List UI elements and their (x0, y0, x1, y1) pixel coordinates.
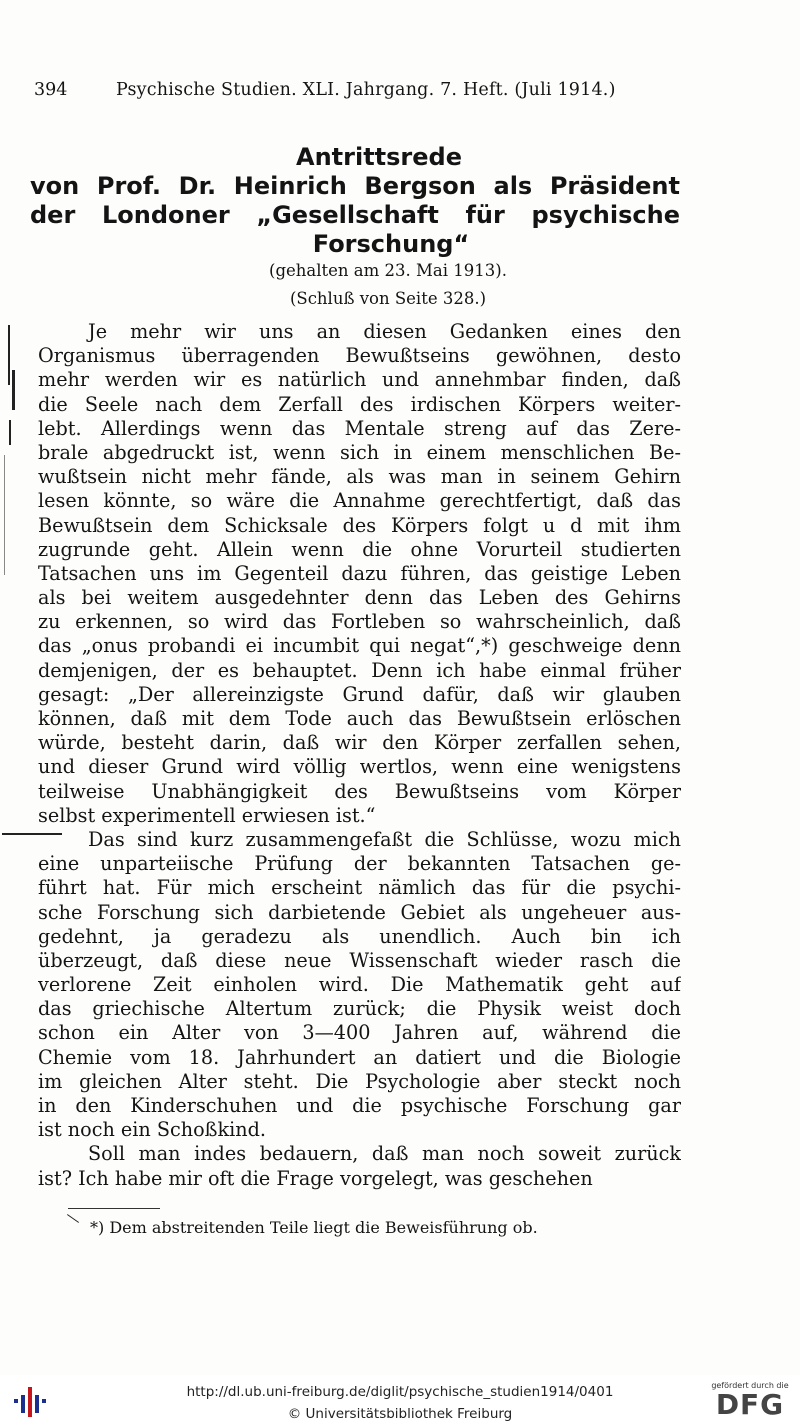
text-line: zu erkennen, so wird das Fortleben so wahrscheinlich, daß (38, 610, 681, 634)
running-title: Psychische Studien. XLI. Jahrgang. 7. Heft. (Juli 1914.) (116, 80, 616, 100)
text-line: als bei weitem ausgedehnter denn das Leben des Gehirns (38, 586, 681, 610)
page-number: 394 (34, 80, 68, 100)
text-line: überzeugt, daß diese neue Wissenschaft wieder rasch die (38, 948, 681, 972)
margin-mark (8, 325, 10, 385)
text-line: können, daß mit dem Tode auch das Bewußtsein erlöschen (38, 707, 681, 730)
subtitle-held: (gehalten am 23. Mai 1913). (269, 261, 507, 280)
copyright: © Universitätsbibliothek Freiburg (287, 1406, 513, 1422)
margin-mark (12, 370, 15, 410)
text-line: das griechische Altertum zurück; die Physik weist doch (38, 997, 681, 1021)
text-line: in den Kinderschuhen und die psychische Forschung gar (38, 1094, 681, 1117)
text-line: lebt. Allerdings wenn das Mentale streng auf das Zere- (38, 416, 681, 440)
text-line: verlorene Zeit einholen wird. Die Mathematik geht auf (38, 973, 681, 997)
text-line: Das sind kurz zusammengefaßt die Schlüsse, wozu mich (88, 827, 681, 851)
text-line: die Seele nach dem Zerfall des irdischen Körpers weiter- (38, 392, 681, 416)
text-line: selbst experimentell erwiesen ist.“ (38, 803, 376, 827)
margin-mark (2, 833, 62, 835)
dfg-logo (705, 1381, 795, 1425)
text-line: ist? Ich habe mir oft die Frage vorgelegt, was geschehen (38, 1166, 593, 1190)
title-line-2: von Prof. Dr. Heinrich Bergson als Präsident (30, 172, 680, 200)
text-line: das „onus probandi ei incumbit qui negat“,*) geschweige denn (38, 634, 681, 658)
text-line: führt hat. Für mich erscheint nämlich das für die psychi- (38, 876, 681, 900)
title-line-1: Antrittsrede (296, 143, 462, 171)
text-line: mehr werden wir es natürlich und annehmbar finden, daß (38, 368, 681, 392)
text-line: Tatsachen uns im Gegenteil dazu führen, das geistige Leben (38, 561, 681, 585)
text-line: demjenigen, der es behauptet. Denn ich habe einmal früher (38, 658, 681, 682)
text-line: gesagt: „Der allereinzigste Grund dafür, daß wir glauben (38, 682, 681, 706)
footnote: *) Dem abstreitenden Teile liegt die Beweisführung ob. (90, 1218, 538, 1237)
running-header (34, 80, 680, 106)
text-line: schon ein Alter von 3—400 Jahren auf, während die (38, 1021, 681, 1045)
text-line: zugrunde geht. Allein wenn die ohne Vorurteil studierten (38, 537, 681, 561)
text-line: eine unparteiische Prüfung der bekannten Tatsachen ge- (38, 852, 681, 876)
text-line: sche Forschung sich darbietende Gebiet als ungeheuer aus- (38, 900, 681, 924)
footnote-rule (68, 1208, 160, 1209)
source-url[interactable]: http://dl.ub.uni-freiburg.de/diglit/psychische_studien1914/0401 (186, 1384, 614, 1400)
text-line: Bewußtsein dem Schicksale des Körpers folgt u d mit ihm (38, 513, 681, 537)
title-line-4: Forschung“ (312, 230, 470, 258)
dfg-wordmark: DFG (715, 1388, 785, 1421)
text-line: wußtsein nicht mehr fände, als was man in seinem Gehirn (38, 465, 681, 489)
text-line: würde, besteht darin, daß wir den Körper zerfallen sehen, (38, 731, 681, 755)
dfg-caption: gefördert durch die (711, 1381, 789, 1390)
text-line: im gleichen Alter steht. Die Psychologie aber steckt noch (38, 1069, 681, 1093)
text-line: lesen könnte, so wäre die Annahme gerechtfertigt, daß das (38, 489, 681, 513)
text-line: gedehnt, ja geradezu als unendlich. Auch bin ich (38, 924, 681, 948)
text-line: teilweise Unabhängigkeit des Bewußtseins vom Körper (38, 779, 681, 803)
text-line: Organismus überragenden Bewußtseins gewöhnen, desto (38, 344, 681, 368)
margin-mark (9, 420, 11, 445)
title-line-3: der Londoner „Gesellschaft für psychische (30, 201, 680, 229)
text-line: brale abgedruckt ist, wenn sich in einem menschlichen Be- (38, 440, 681, 464)
subtitle-continued: (Schluß von Seite 328.) (289, 289, 487, 308)
margin-mark (67, 1214, 79, 1223)
text-line: Soll man indes bedauern, daß man noch soweit zurück (88, 1142, 681, 1166)
text-line: Je mehr wir uns an diesen Gedanken eines den (88, 320, 681, 343)
body-text (38, 320, 681, 1191)
text-line: Chemie vom 18. Jahrhundert an datiert und die Biologie (38, 1045, 681, 1069)
text-line: ist noch ein Schoßkind. (38, 1118, 266, 1142)
article-title (30, 143, 680, 259)
margin-mark (4, 455, 5, 575)
library-footer (0, 1375, 800, 1428)
text-line: und dieser Grund wird völlig wertlos, wenn eine wenigstens (38, 755, 681, 779)
